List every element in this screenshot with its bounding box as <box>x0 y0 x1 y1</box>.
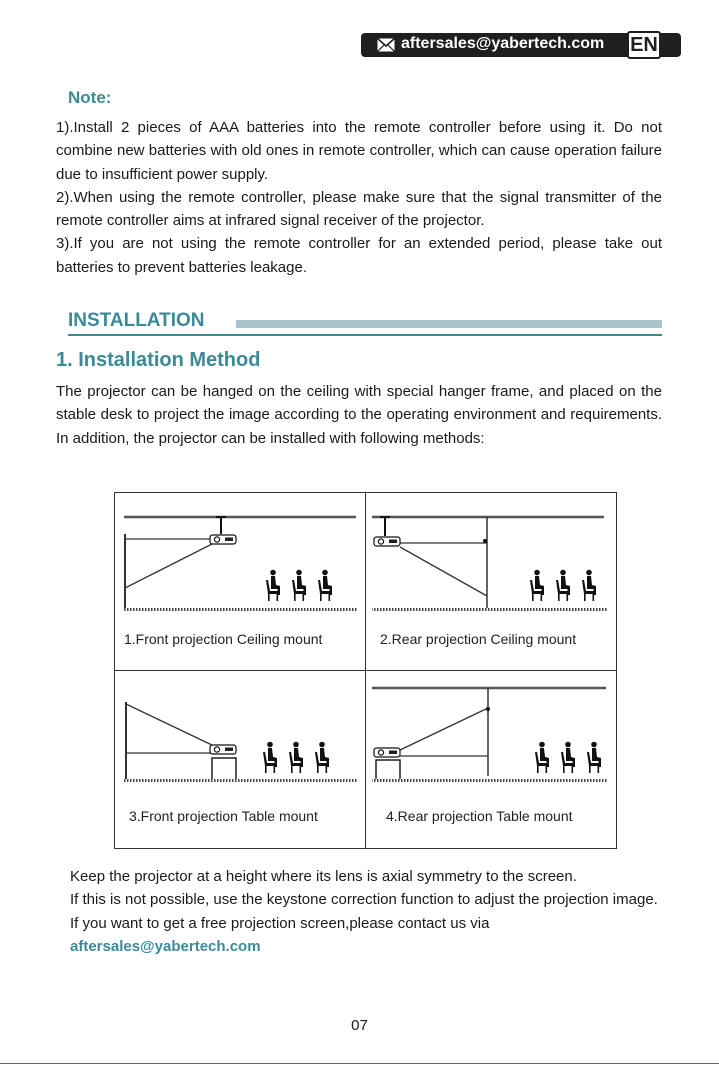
footer-notes <box>70 865 670 959</box>
note-item-2: 2).When using the remote controller, please make sure that the signal transmitter of the remote controller aims at infrared signal receiver of the projector. <box>56 188 662 230</box>
note-item-1: 1).Install 2 pieces of AAA batteries into the remote controller before using it. Do not combine new batteries with old ones in remote controller, which can cause operation failure due to insufficient power supply. <box>56 119 662 183</box>
note-body <box>56 116 662 279</box>
figure-front-table <box>118 678 361 796</box>
method-paragraph: The projector can be hanged on the ceiling with special hanger frame, and placed on the stable desk to project the image according to the operating environment and requirements. In addition, the projector can be installed with following methods: <box>56 383 662 447</box>
language-badge: EN <box>627 31 661 59</box>
method-heading: 1. Installation Method <box>56 349 261 371</box>
page-number: 07 <box>351 1017 368 1034</box>
caption-front-table: 3.Front projection Table mount <box>129 808 318 824</box>
heading-underline <box>68 334 662 336</box>
footer-line-1: Keep the projector at a height where its lens is axial symmetry to the screen. <box>70 868 577 885</box>
footer-line-2: If this is not possible, use the keystone correction function to adjust the projection image. <box>70 891 658 909</box>
header-email[interactable]: aftersales@yabertech.com <box>401 35 605 52</box>
caption-rear-ceiling: 2.Rear projection Ceiling mount <box>380 631 577 647</box>
figure-rear-ceiling <box>368 500 614 618</box>
installation-heading: INSTALLATION <box>68 310 205 331</box>
note-item-3: 3).If you are not using the remote controller for an extended period, please take out batteries to prevent batteries leakage. <box>56 235 662 276</box>
grid-divider-horizontal <box>114 670 617 671</box>
caption-rear-table: 4.Rear projection Table mount <box>386 808 573 824</box>
contact-email-link[interactable]: aftersales@yabertech.com <box>70 938 261 956</box>
bottom-rule <box>0 1063 719 1064</box>
figure-front-ceiling <box>118 500 361 618</box>
note-heading: Note: <box>68 88 112 107</box>
mail-icon <box>376 37 396 53</box>
figure-rear-table <box>368 678 614 796</box>
caption-front-ceiling: 1.Front projection Ceiling mount <box>124 631 323 647</box>
heading-accent-bar <box>236 320 662 328</box>
footer-line-3: If you want to get a free projection screen,please contact us via <box>70 914 490 932</box>
method-body <box>56 380 662 450</box>
